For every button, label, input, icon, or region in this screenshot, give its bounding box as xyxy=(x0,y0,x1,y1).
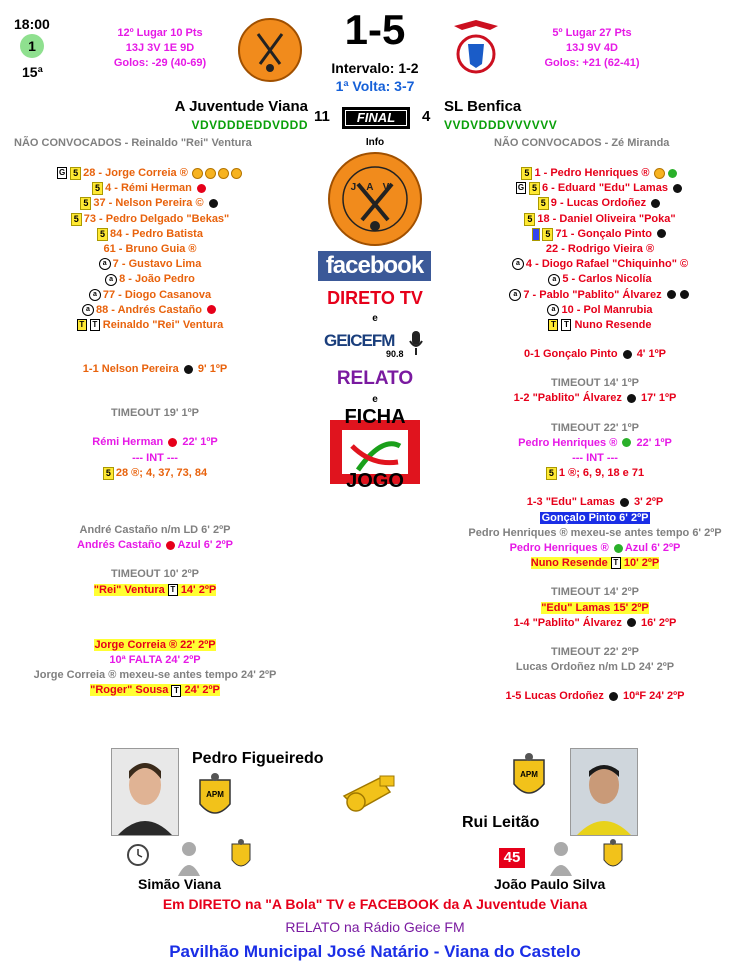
goal-icon xyxy=(609,692,618,701)
list-item: a 5 - Carlos Nicolía xyxy=(450,272,750,287)
red-dot-icon xyxy=(207,305,216,314)
footer-venue: Pavilhão Municipal José Natário - Viana do Castelo xyxy=(169,942,581,961)
goal-icon xyxy=(623,350,632,359)
direto-tv: DIRETO TV xyxy=(327,288,423,308)
circle-letter-icon: a xyxy=(547,304,559,316)
black-dot-icon xyxy=(657,229,666,238)
table2-name: João Paulo Silva xyxy=(494,876,606,892)
geice-fm-text: GEICEFM xyxy=(324,331,395,350)
event: Pedro Henriques ® mexeu-se antes tempo 6' 2ºP xyxy=(468,526,722,539)
list-item: 5 4 - Rémi Herman xyxy=(0,181,300,196)
event: 1-1 Nelson Pereira 9' 1ºP xyxy=(82,363,228,375)
home-not-called: NÃO CONVOCADOS - Reinaldo "Rei" Ventura xyxy=(14,137,252,149)
round-number: 1 xyxy=(28,38,36,54)
circle-letter-icon: a xyxy=(82,304,94,316)
five-badge-icon: 5 xyxy=(538,197,549,210)
event: "Edu" Lamas 15' 2ºP xyxy=(541,601,649,614)
goal-icon xyxy=(627,618,636,627)
event: TIMEOUT 14' 2ºP xyxy=(551,586,639,599)
five-badge-icon: 5 xyxy=(92,182,103,195)
clock-45-badge: 45 xyxy=(499,848,525,868)
event: Gonçalo Pinto 6' 2ºP xyxy=(541,511,649,524)
home-lineup xyxy=(0,166,300,333)
event: TIMEOUT 22' 2ºP xyxy=(551,646,639,659)
event: 0-1 Gonçalo Pinto 4' 1ºP xyxy=(524,348,666,360)
home-standing: 12º Lugar 10 Pts xyxy=(117,27,203,39)
footer-tv: Em DIRETO na "A Bola" TV e FACEBOOK da A Juventude Viana xyxy=(162,896,588,912)
goalkeeper-icon: G xyxy=(517,183,525,193)
circle-letter-icon: a xyxy=(89,289,101,301)
away-goals: Golos: +21 (62-41) xyxy=(544,57,640,69)
list-item: a 7 - Gustavo Lima xyxy=(0,257,300,272)
event: Rémi Herman 22' 1ºP xyxy=(92,436,218,449)
event: 1-3 "Edu" Lamas 3' 2ºP xyxy=(526,496,664,509)
goal-icon xyxy=(184,365,193,374)
away-stats xyxy=(512,26,672,71)
list-item: a 88 - Andrés Castaño xyxy=(0,303,300,318)
event: 1-2 "Pablito" Álvarez 17' 1ºP xyxy=(513,392,677,405)
list-item: 5 37 - Nelson Pereira © xyxy=(0,196,300,211)
person-silhouette-icon xyxy=(548,840,574,876)
person-photo-icon xyxy=(112,749,178,835)
five-badge-icon: 5 xyxy=(529,182,540,195)
home-form: VDVDDDEDDVDDD xyxy=(191,118,308,132)
five-badge-icon: 5 xyxy=(71,213,82,226)
yellow-dot-icon xyxy=(218,168,229,179)
yellow-dot-icon xyxy=(654,168,665,179)
list-item: 5 71 - Gonçalo Pinto xyxy=(450,227,750,242)
event: "Rei" Ventura T 14' 2ºP xyxy=(93,583,217,596)
five-badge-icon: 5 xyxy=(80,197,91,210)
home-stats xyxy=(80,26,240,71)
black-dot-icon xyxy=(680,290,689,299)
circle-letter-icon: a xyxy=(512,258,524,270)
geice-fm-logo[interactable] xyxy=(322,327,430,361)
list-item: a 4 - Diogo Rafael "Chiquinho" © xyxy=(450,257,750,272)
t-icon: T xyxy=(171,685,181,697)
hockey-sticks-icon xyxy=(240,20,300,80)
five-badge-icon: 5 xyxy=(542,228,553,241)
center-crest xyxy=(328,152,422,246)
list-item: G 5 6 - Eduard "Edu" Lamas xyxy=(450,181,750,196)
apm-shield-icon xyxy=(602,838,624,874)
black-dot-icon xyxy=(651,199,660,208)
crest-letters: JAV xyxy=(350,182,400,193)
event: "Roger" Sousa T 24' 2ºP xyxy=(90,684,220,697)
event: TIMEOUT 10' 2ºP xyxy=(111,568,199,581)
microphone-icon xyxy=(408,329,424,357)
list-item: a 8 - João Pedro xyxy=(0,272,300,287)
event: TIMEOUT 14' 1ºP xyxy=(551,377,639,390)
circle-letter-icon: a xyxy=(509,289,521,301)
away-events xyxy=(440,347,750,705)
event: TIMEOUT 19' 1ºP xyxy=(111,407,199,420)
event: Nuno Resende T 10' 2ºP xyxy=(530,557,660,570)
goal-icon xyxy=(620,498,629,507)
relato: RELATO xyxy=(336,368,414,389)
five-badge-icon: 5 xyxy=(546,467,557,480)
event: TIMEOUT 22' 1ºP xyxy=(551,421,639,434)
away-form: VVDVDDDVVVVVV xyxy=(444,118,558,132)
away-standing: 5º Lugar 27 Pts xyxy=(552,27,632,39)
blue-card-icon xyxy=(166,541,175,550)
away-lineup xyxy=(450,166,750,333)
ref2-name: Rui Leitão xyxy=(462,814,540,831)
list-item: T T Reinaldo "Rei" Ventura xyxy=(0,318,300,333)
green-dot-icon xyxy=(668,169,677,178)
person-photo-icon xyxy=(571,749,637,835)
event: 10ª FALTA 24' 2ºP xyxy=(109,654,201,667)
list-item: a 10 - Pol Manrubia xyxy=(450,303,750,318)
halftime-score: Intervalo: 1-2 xyxy=(331,60,419,76)
list-item: 22 - Rodrigo Vieira ® xyxy=(545,243,655,256)
event: André Castaño n/m LD 6' 2ºP xyxy=(79,524,231,537)
list-item: 5 84 - Pedro Batista xyxy=(0,227,300,242)
yellow-dot-icon xyxy=(192,168,203,179)
event: --- INT --- xyxy=(572,452,618,465)
t-icon: T xyxy=(90,319,100,331)
list-item: 5 9 - Lucas Ordoñez xyxy=(450,196,750,211)
apm-shield-icon xyxy=(230,838,252,874)
apm-label: APM xyxy=(206,790,224,799)
ref1-photo xyxy=(111,748,179,836)
away-record: 13J 9V 4D xyxy=(566,42,618,54)
home-team-name: A Juventude Viana xyxy=(174,98,308,115)
coach-icon: T xyxy=(548,319,558,331)
home-record: 13J 3V 1E 9D xyxy=(125,42,195,54)
list-item: T T Nuno Resende xyxy=(450,318,750,333)
eagle-shield-icon xyxy=(446,16,506,80)
event: 1-4 "Pablito" Álvarez 16' 2ºP xyxy=(513,616,677,629)
t-icon: T xyxy=(561,319,571,331)
list-item: 5 1 - Pedro Henriques ® xyxy=(450,166,750,181)
black-dot-icon xyxy=(209,199,218,208)
clock-icon xyxy=(126,843,150,867)
green-card-icon xyxy=(614,544,623,553)
five-badge-icon: 5 xyxy=(97,228,108,241)
apm-label: APM xyxy=(520,770,538,779)
yellow-dot-icon xyxy=(231,168,242,179)
jogo-text: JOGO xyxy=(346,470,404,492)
home-events xyxy=(0,362,310,699)
ficha-jogo-logo[interactable] xyxy=(322,406,428,494)
event: --- INT --- xyxy=(132,451,178,464)
and-1: e xyxy=(372,313,378,324)
event: 5 28 ®; 4, 37, 73, 84 xyxy=(0,466,310,481)
goal-icon xyxy=(627,394,636,403)
circle-letter-icon: a xyxy=(105,274,117,286)
home-players-count: 11 xyxy=(314,108,330,125)
five-badge-icon: 5 xyxy=(524,213,535,226)
away-crest xyxy=(446,16,506,80)
blue-card-icon xyxy=(532,228,541,241)
and-2: e xyxy=(372,394,378,405)
ficha-text: FICHA xyxy=(344,406,406,428)
event: 5 1 ®; 6, 9, 18 e 71 xyxy=(440,466,750,481)
away-team-name: SL Benfica xyxy=(444,98,522,115)
away-players-count: 4 xyxy=(422,108,431,125)
apm-small-1 xyxy=(230,838,252,874)
footer-radio: RELATO na Rádio Geice FM xyxy=(285,919,465,935)
circle-letter-icon: a xyxy=(548,274,560,286)
list-item: 61 - Bruno Guia ® xyxy=(103,243,197,256)
list-item: a 77 - Diogo Casanova xyxy=(0,288,300,303)
event: Pedro Henriques ® 22' 1ºP xyxy=(518,436,672,449)
t-icon: T xyxy=(611,557,621,569)
event: Pedro Henriques ® Azul 6' 2ºP xyxy=(509,542,681,555)
apm-badge-1 xyxy=(196,772,234,824)
five-badge-icon: 5 xyxy=(521,167,532,180)
list-item: 5 73 - Pedro Delgado "Bekas" xyxy=(0,212,300,227)
list-item: G 5 28 - Jorge Correia ® xyxy=(0,166,300,181)
facebook-banner[interactable]: facebook xyxy=(318,251,431,281)
person-silhouette-icon xyxy=(176,840,202,876)
circle-letter-icon: a xyxy=(99,258,111,270)
geice-fm-freq: 90.8 xyxy=(386,349,404,359)
t-icon: T xyxy=(168,584,178,596)
whistle-icon xyxy=(338,770,404,814)
home-crest xyxy=(238,18,302,82)
event: Jorge Correia ® 22' 2ºP xyxy=(94,638,216,651)
first-round-score: 1ª Volta: 3-7 xyxy=(335,78,415,94)
black-dot-icon xyxy=(667,290,676,299)
event: 1-5 Lucas Ordoñez 10ªF 24' 2ºP xyxy=(505,690,685,703)
yellow-dot-icon xyxy=(205,168,216,179)
apm-badge-2 xyxy=(510,752,548,804)
round-label: 15ª xyxy=(22,64,43,80)
home-goals: Golos: -29 (40-69) xyxy=(113,57,207,69)
final-badge: FINAL xyxy=(342,107,410,129)
round-badge xyxy=(20,34,44,58)
info-label[interactable]: Info xyxy=(365,137,385,148)
event: Lucas Ordoñez n/m LD 24' 2ºP xyxy=(515,661,675,674)
goalkeeper-icon: G xyxy=(58,168,66,178)
apm-small-2 xyxy=(602,838,624,874)
red-dot-icon xyxy=(197,184,206,193)
black-dot-icon xyxy=(673,184,682,193)
list-item: a 7 - Pablo "Pablito" Álvarez xyxy=(450,288,750,303)
green-card-icon xyxy=(622,438,631,447)
match-time: 18:00 xyxy=(14,16,50,32)
five-badge-icon: 5 xyxy=(70,167,81,180)
coach-icon: T xyxy=(77,319,87,331)
ref1-name: Pedro Figueiredo xyxy=(192,750,324,767)
ref2-photo xyxy=(570,748,638,836)
score: 1-5 xyxy=(344,6,406,53)
five-badge-icon: 5 xyxy=(103,467,114,480)
away-not-called: NÃO CONVOCADOS - Zé Miranda xyxy=(494,137,670,149)
list-item: 5 18 - Daniel Oliveira "Poka" xyxy=(450,212,750,227)
red-card-icon xyxy=(168,438,177,447)
event: Jorge Correia ® mexeu-se antes tempo 24' 2ºP xyxy=(33,669,277,682)
table1-name: Simão Viana xyxy=(138,876,222,892)
event: Andrés Castaño Azul 6' 2ºP xyxy=(77,539,233,552)
club-crest-icon xyxy=(330,154,420,244)
